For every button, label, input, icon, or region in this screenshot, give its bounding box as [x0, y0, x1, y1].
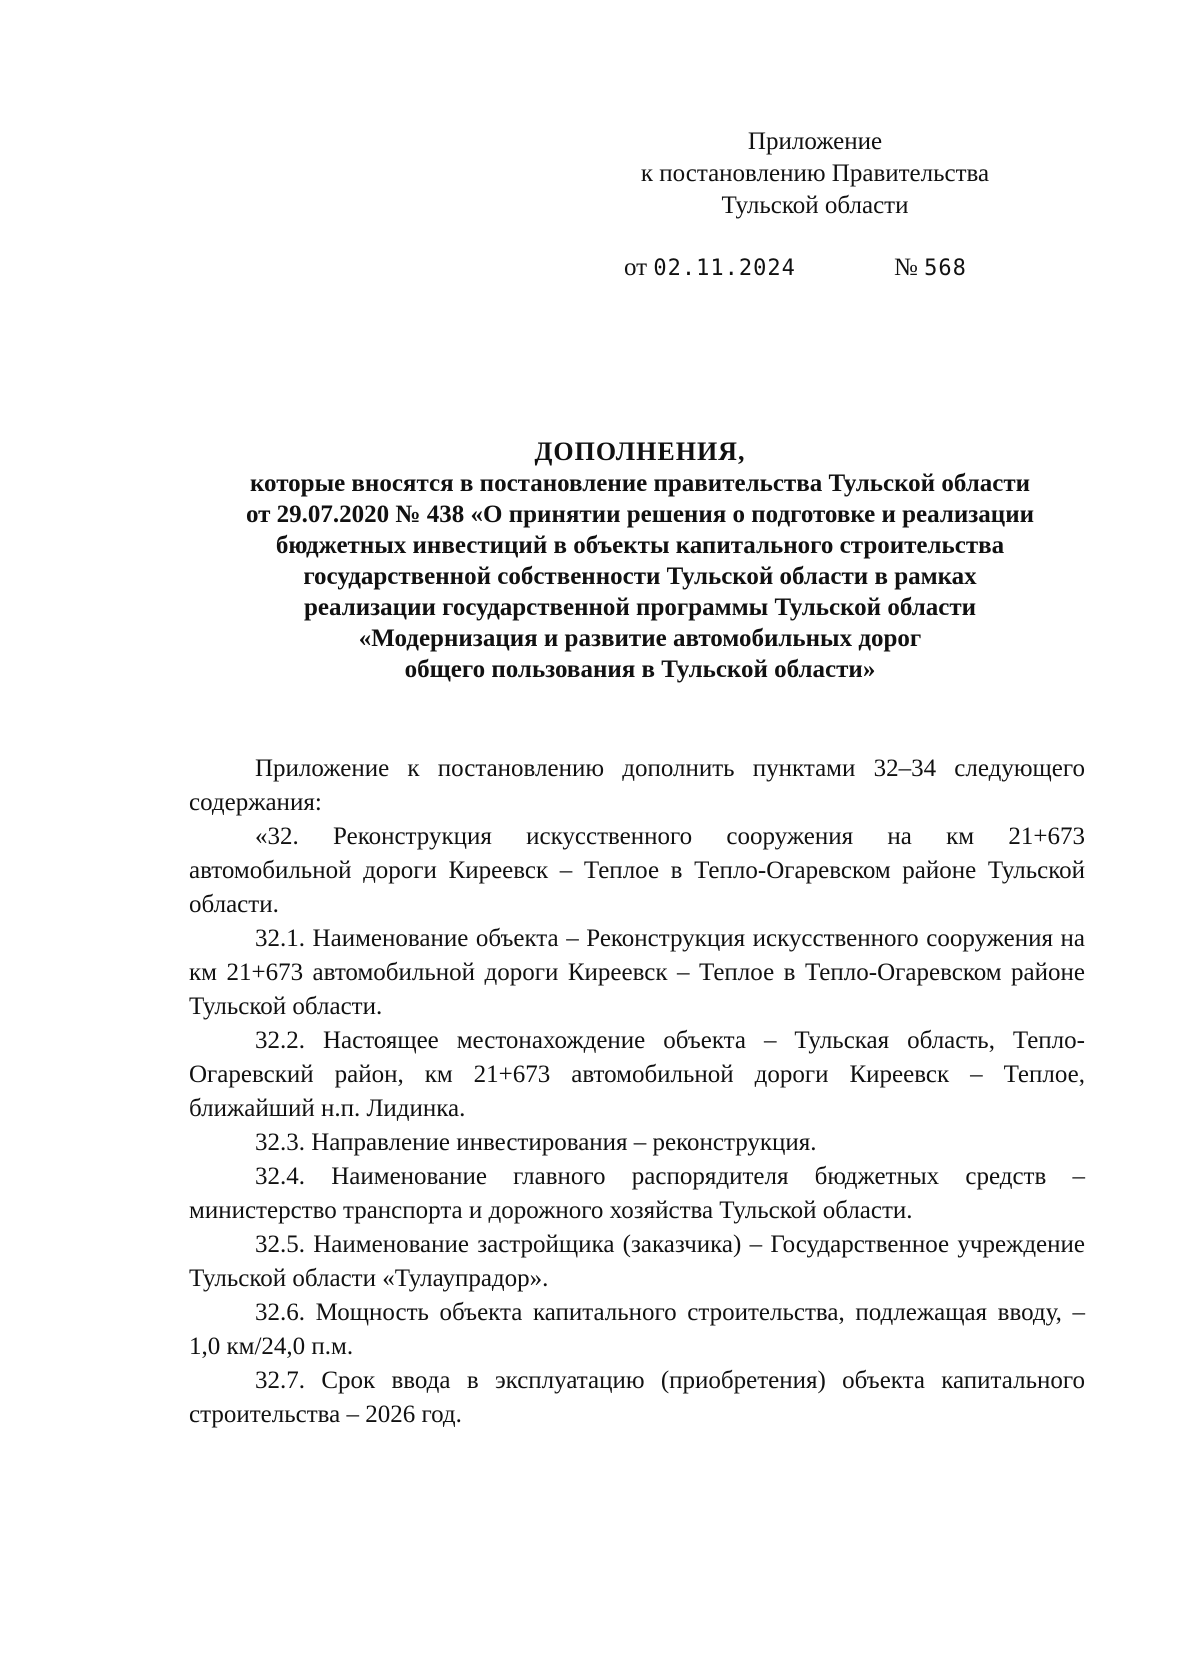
- appendix-header-line-1: Приложение: [747, 128, 883, 155]
- number-group: [894, 254, 967, 282]
- date-group: [624, 254, 796, 282]
- date-value: 02.11.2024: [653, 256, 796, 281]
- appendix-header-line-2: к постановлению Правительства: [640, 160, 990, 187]
- paragraph-32-6: 32.6. Мощность объекта капитального строительства, подлежащая вводу, – 1,0 км/24,0 п.м.: [189, 1299, 1085, 1360]
- date-prefix: от: [624, 254, 648, 281]
- title-line-3: бюджетных инвестиций в объекты капитального строительства: [275, 532, 1005, 559]
- title-line-4: государственной собственности Тульской области в рамках: [303, 563, 977, 590]
- document-body: [189, 752, 1085, 1432]
- title-line-1: которые вносятся в постановление правительства Тульской области: [249, 470, 1031, 497]
- title-line-2: от 29.07.2020 № 438 «О принятии решения о подготовке и реализации: [245, 501, 1035, 528]
- paragraph-32-4: 32.4. Наименование главного распорядителя бюджетных средств – министерство транспорта и дорожного хозяйства Тульской области.: [189, 1163, 1085, 1224]
- appendix-header: [620, 126, 1010, 222]
- number-value: 568: [924, 256, 967, 281]
- paragraph-32: «32. Реконструкция искусственного сооружения на км 21+673 автомобильной дороги Киреевск – Теплое в Тепло-Огаревском районе Тульской области.: [189, 823, 1085, 918]
- title-line-6: «Модернизация и развитие автомобильных дорог: [358, 625, 922, 652]
- document-date-number: [624, 254, 1024, 286]
- appendix-header-line-3: Тульской области: [721, 192, 909, 219]
- title-line-5: реализации государственной программы Тульской области: [303, 594, 977, 621]
- number-prefix: №: [894, 254, 918, 281]
- paragraph-32-7: 32.7. Срок ввода в эксплуатацию (приобретения) объекта капитального строительства – 2026 год.: [189, 1367, 1085, 1428]
- paragraph-32-2: 32.2. Настоящее местонахождение объекта – Тульская область, Тепло-Огаревский район, км 21+673 автомобильной дороги Киреевск – Теплое, ближайший н.п. Лидинка.: [189, 1027, 1085, 1122]
- title-line-7: общего пользования в Тульской области»: [404, 656, 876, 683]
- paragraph-32-1: 32.1. Наименование объекта – Реконструкция искусственного сооружения на км 21+673 автомобильной дороги Киреевск – Теплое в Тепло-Огаревском районе Тульской области.: [189, 925, 1085, 1020]
- title-main: ДОПОЛНЕНИЯ,: [534, 437, 746, 466]
- paragraph-intro: Приложение к постановлению дополнить пунктами 32–34 следующего содержания:: [189, 755, 1085, 816]
- document-title: [100, 436, 1180, 685]
- paragraph-32-5: 32.5. Наименование застройщика (заказчика) – Государственное учреждение Тульской области «Тулаупрадор».: [189, 1231, 1085, 1292]
- paragraph-32-3: 32.3. Направление инвестирования – реконструкция.: [255, 1129, 817, 1156]
